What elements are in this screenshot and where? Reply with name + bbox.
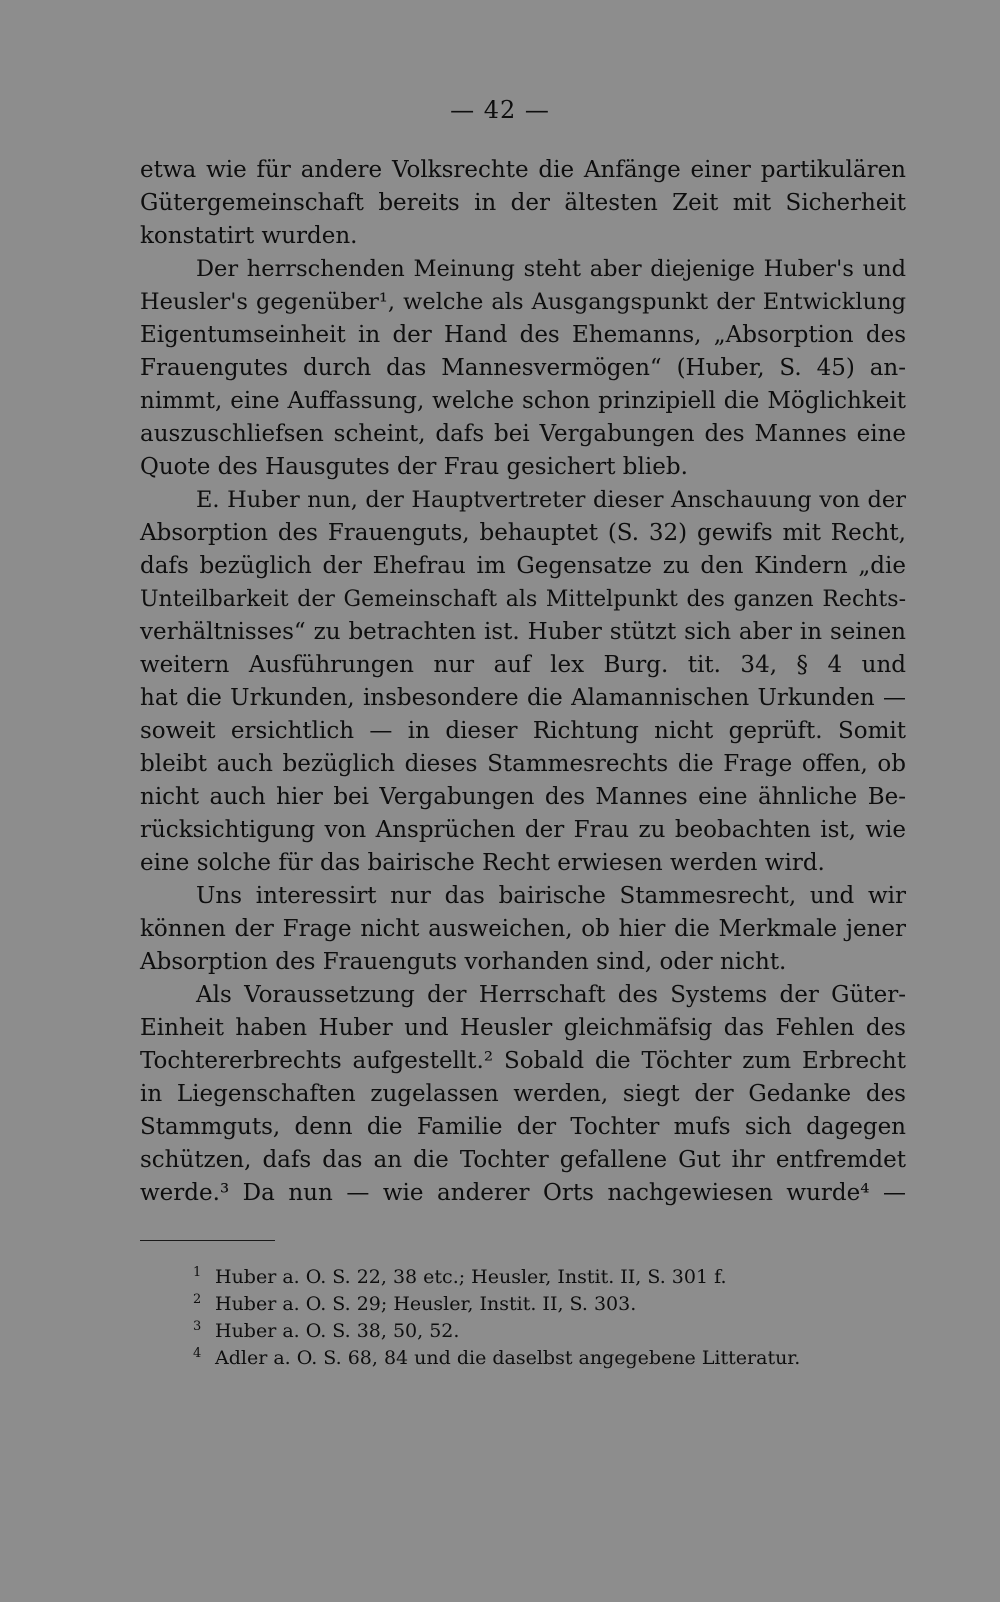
footnote-separator [140,1240,275,1241]
text-line: schützen, dafs das an die Tochter gefallene Gut ihr entfremdet [140,1147,906,1173]
text-line: eine solche für das bairische Recht erwiesen werden wird. [140,850,825,876]
text-line: Einheit haben Huber und Heusler gleichmäfsig das Fehlen des [140,1015,906,1041]
footnote: 4 Adler a. O. S. 68, 84 und die daselbst angegebene Litteratur. [193,1345,801,1369]
text-line: nimmt, eine Auffassung, welche schon prinzipiell die Möglichkeit [140,388,906,414]
text-line: hat die Urkunden, insbesondere die Alamannischen Urkunden — [140,685,906,711]
text-line: verhältnisses“ zu betrachten ist. Huber stützt sich aber in seinen [140,619,906,645]
text-line: soweit ersichtlich — in dieser Richtung nicht geprüft. Somit [140,718,906,744]
text-line: Uns interessirt nur das bairische Stammesrecht, und wir [196,883,906,909]
footnotes [193,1264,913,1372]
page-number: — 42 — [450,96,550,124]
footnote-text: Huber a. O. S. 29; Heusler, Instit. II, S. 303. [215,1293,637,1315]
text-line: Der herrschenden Meinung steht aber diejenige Huber's und [196,256,906,282]
text-line: Eigentumseinheit in der Hand des Ehemanns, „Absorption des [140,322,906,348]
text-line: Als Voraussetzung der Herrschaft des Systems der Güter- [196,982,906,1008]
text-line: konstatirt wurden. [140,223,358,249]
text-line: Absorption des Frauenguts vorhanden sind, oder nicht. [140,949,787,975]
text-line: in Liegenschaften zugelassen werden, siegt der Gedanke des [140,1081,906,1107]
text-line: rücksichtigung von Ansprüchen der Frau zu beobachten ist, wie [140,817,906,843]
text-line: Frauengutes durch das Mannesvermögen“ (Huber, S. 45) an- [140,355,906,381]
footnote: 1 Huber a. O. S. 22, 38 etc.; Heusler, Instit. II, S. 301 f. [193,1264,727,1288]
text-line: nicht auch hier bei Vergabungen des Mannes eine ähnliche Be- [140,784,906,810]
body-text [140,154,906,1210]
text-line: bleibt auch bezüglich dieses Stammesrechts die Frage offen, ob [140,751,906,777]
text-line: können der Frage nicht ausweichen, ob hier die Merkmale jener [140,916,906,942]
footnote-text: Huber a. O. S. 22, 38 etc.; Heusler, Instit. II, S. 301 f. [215,1266,727,1288]
text-line: auszuschliefsen scheint, dafs bei Vergabungen des Mannes eine [140,421,906,447]
text-line: Unteilbarkeit der Gemeinschaft als Mittelpunkt des ganzen Rechts- [140,587,906,612]
text-line: Stammguts, denn die Familie der Tochter mufs sich dagegen [140,1114,906,1140]
footnote-text: Adler a. O. S. 68, 84 und die daselbst angegebene Litteratur. [215,1347,801,1369]
text-line: Heusler's gegenüber¹, welche als Ausgangspunkt der Entwicklung [140,289,906,315]
text-line: Absorption des Frauenguts, behauptet (S. 32) gewifs mit Recht, [140,520,906,546]
text-line: Gütergemeinschaft bereits in der ältesten Zeit mit Sicherheit [140,190,906,216]
footnote: 2 Huber a. O. S. 29; Heusler, Instit. II, S. 303. [193,1291,637,1315]
text-line: dafs bezüglich der Ehefrau im Gegensatze zu den Kindern „die [140,553,906,579]
text-line: E. Huber nun, der Hauptvertreter dieser Anschauung von der [196,487,906,513]
text-line: Quote des Hausgutes der Frau gesichert blieb. [140,454,688,480]
footnote-text: Huber a. O. S. 38, 50, 52. [215,1320,460,1342]
footnote: 3 Huber a. O. S. 38, 50, 52. [193,1318,460,1342]
text-line: etwa wie für andere Volksrechte die Anfänge einer partikulären [140,157,906,183]
text-line: weitern Ausführungen nur auf lex Burg. tit. 34, § 4 und [140,652,906,678]
text-line: Tochtererbrechts aufgestellt.² Sobald die Töchter zum Erbrecht [140,1048,906,1074]
text-line: werde.³ Da nun — wie anderer Orts nachgewiesen wurde⁴ — [140,1180,906,1206]
